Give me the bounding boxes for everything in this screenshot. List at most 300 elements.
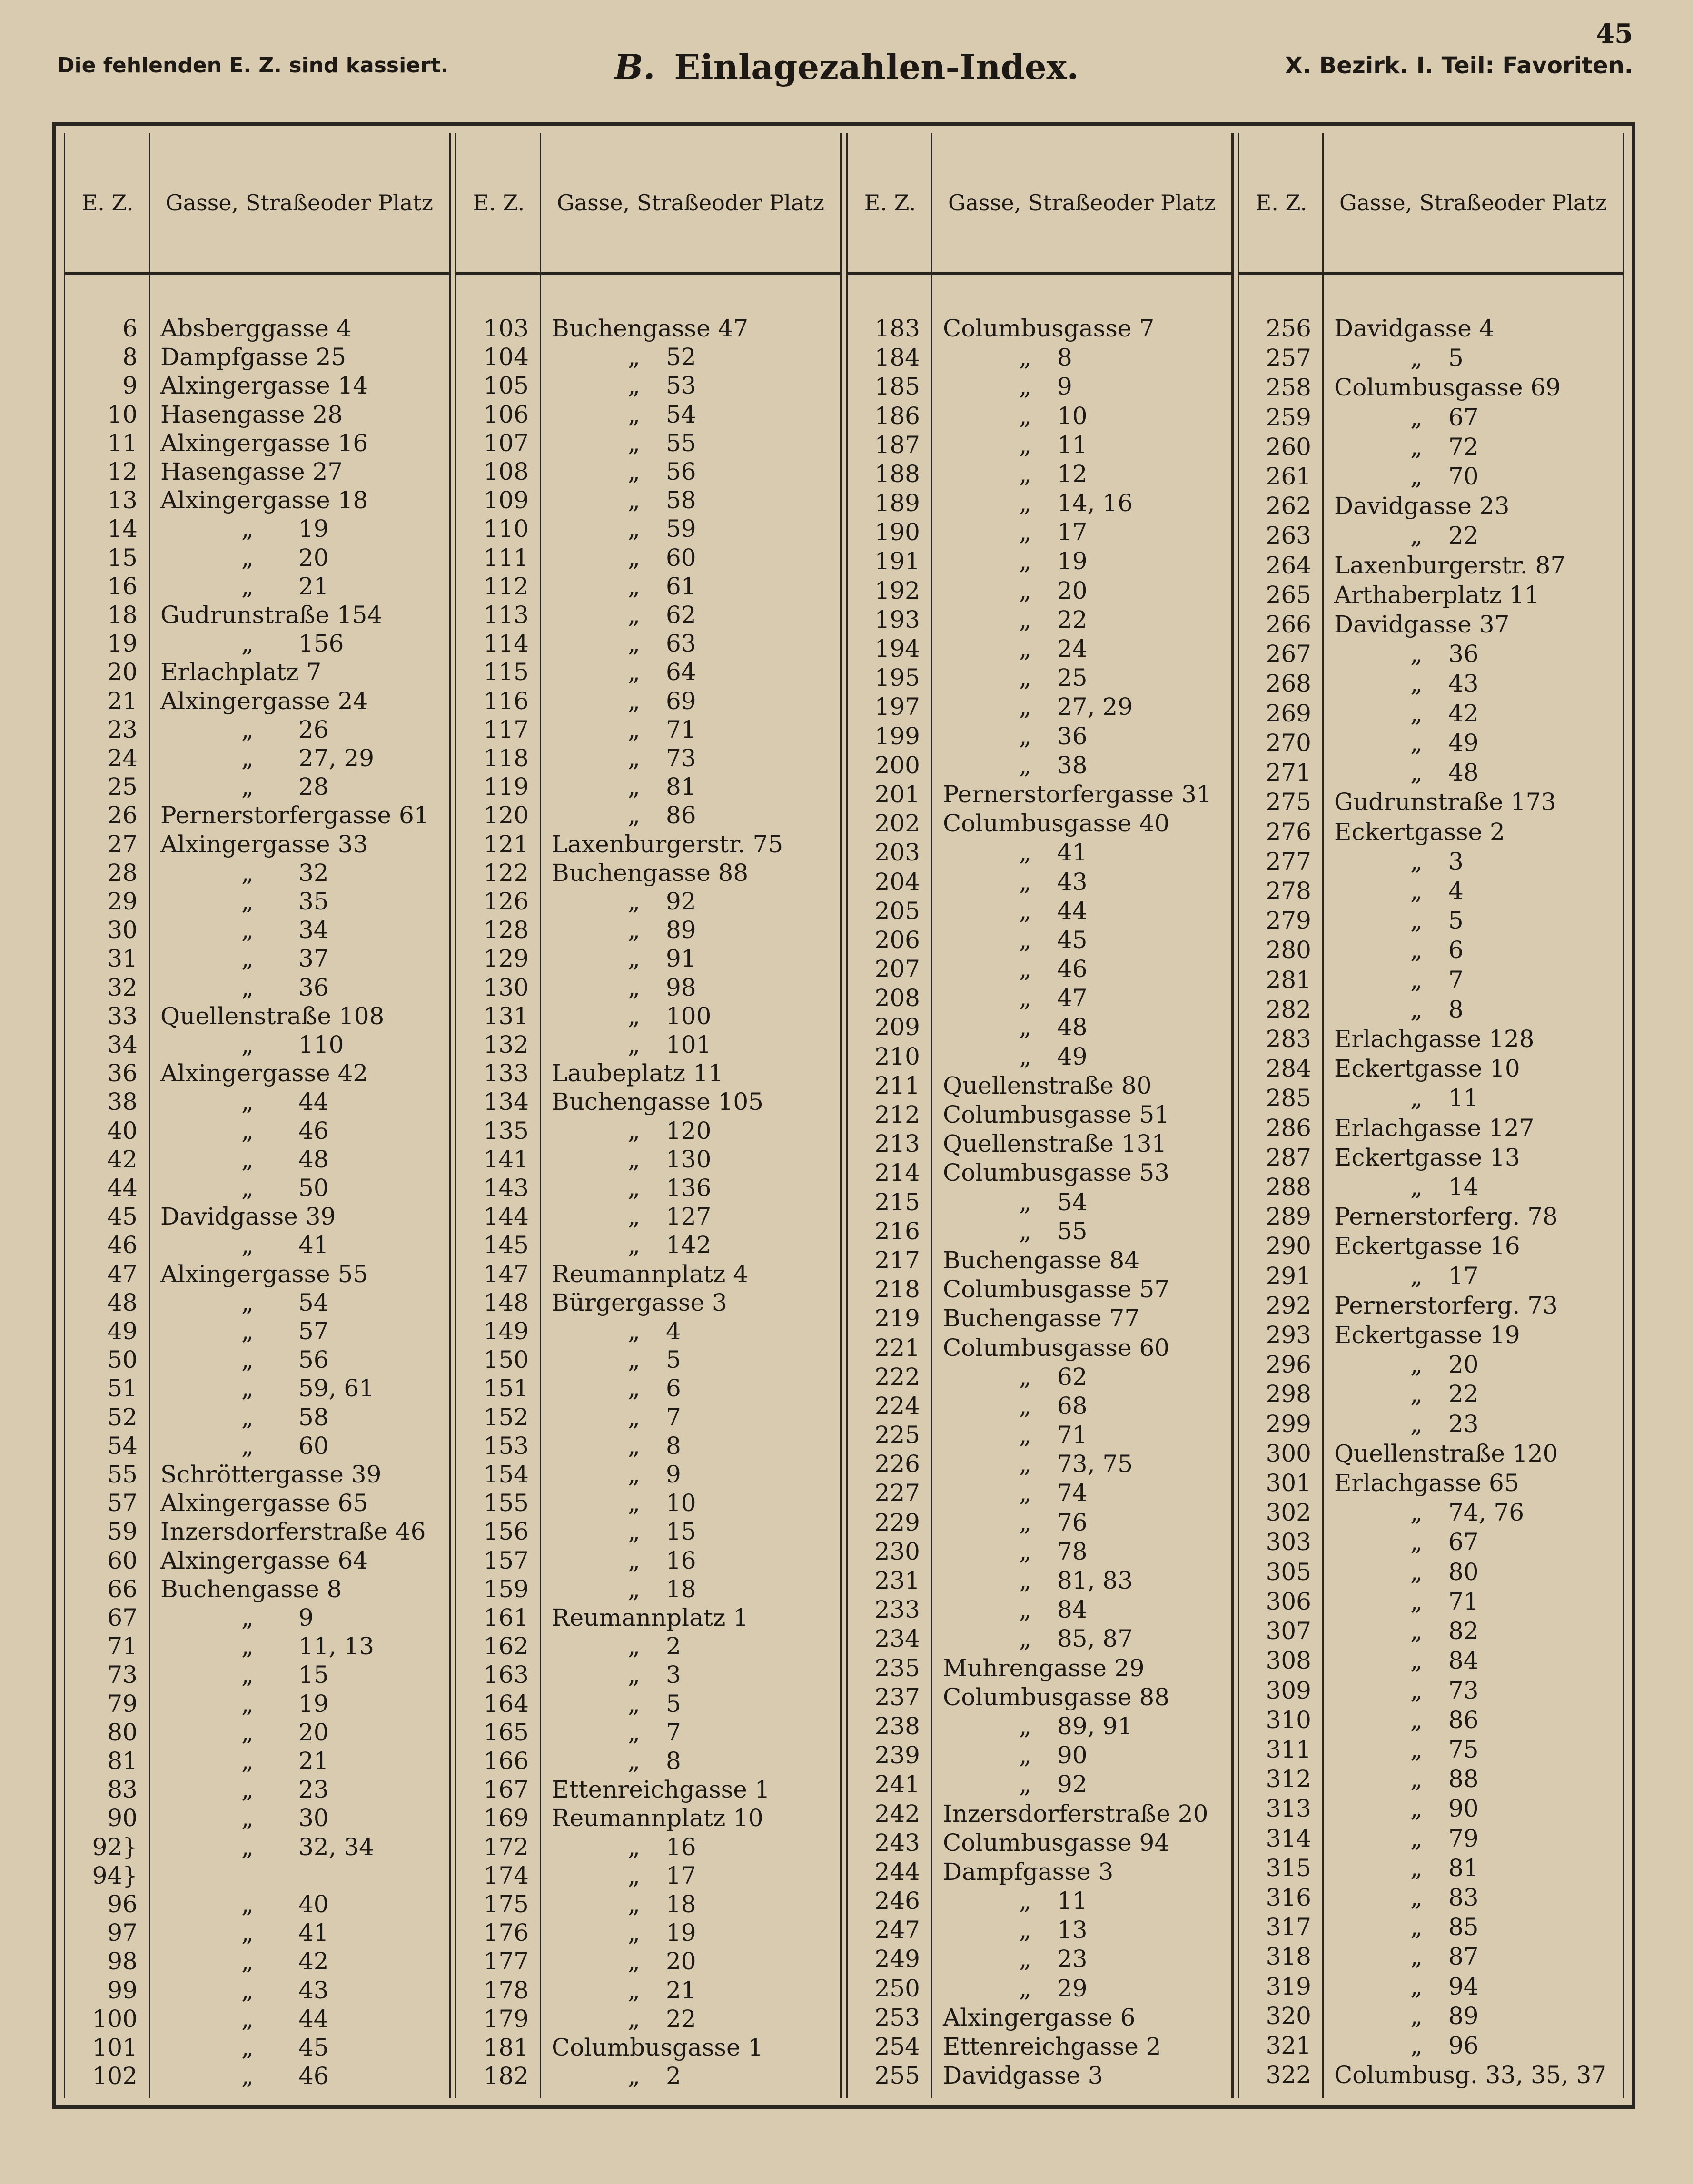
- ez-number: 270: [1266, 729, 1311, 757]
- table-row: [1239, 1380, 1623, 1408]
- ez-number: 308: [1266, 1647, 1311, 1674]
- ez-number: 129: [483, 945, 529, 972]
- street-address: Quellenstraße 120: [1334, 1440, 1558, 1467]
- ez-number: 144: [483, 1203, 529, 1230]
- house-number: 45: [1057, 926, 1088, 954]
- street-address: Columbusgasse 88: [943, 1683, 1170, 1711]
- ez-number: 253: [874, 2004, 920, 2031]
- ditto-mark: „: [1019, 577, 1031, 604]
- ditto-mark: „: [241, 1661, 254, 1689]
- house-number: 57: [298, 1317, 329, 1345]
- table-row: [456, 1632, 840, 1660]
- ez-number: 110: [483, 515, 529, 543]
- ditto-mark: „: [1019, 606, 1031, 633]
- table-row: [1239, 877, 1623, 905]
- house-number: 20: [1448, 1351, 1479, 1378]
- street-address: Columbusg. 33, 35, 37: [1334, 2061, 1607, 2089]
- table-row: [848, 1887, 1231, 1915]
- ditto-mark: „: [1019, 664, 1031, 692]
- ez-number: 184: [874, 344, 920, 371]
- table-row: [848, 1188, 1231, 1216]
- table-row: [848, 1392, 1231, 1420]
- house-number: 84: [1448, 1647, 1479, 1674]
- table-row: [456, 744, 840, 772]
- house-number: 87: [1448, 1943, 1479, 1970]
- house-number: 9: [1057, 373, 1072, 400]
- house-number: 3: [1448, 848, 1464, 875]
- ditto-mark: „: [1019, 518, 1031, 546]
- ditto-mark: „: [1410, 1499, 1423, 1526]
- table-row: [1239, 1262, 1623, 1290]
- ez-number: 67: [107, 1604, 138, 1631]
- table-row: [65, 629, 449, 658]
- house-number: 62: [666, 601, 696, 629]
- ditto-mark: „: [1410, 670, 1423, 697]
- house-number: 29: [1057, 1975, 1088, 2002]
- table-row: [456, 1288, 840, 1317]
- street-address: Buchengasse 47: [552, 315, 749, 342]
- house-number: 92: [666, 888, 696, 915]
- ditto-mark: „: [1019, 1013, 1031, 1041]
- ez-number: 14: [107, 515, 138, 543]
- ditto-mark: „: [241, 859, 254, 887]
- house-number: 54: [298, 1289, 329, 1316]
- house-number: 35: [298, 888, 329, 915]
- ditto-mark: „: [241, 773, 254, 800]
- house-number: 43: [1057, 868, 1088, 896]
- house-number: 44: [1057, 897, 1088, 925]
- ditto-mark: „: [628, 916, 640, 944]
- ez-number: 117: [483, 716, 529, 743]
- table-row: [1239, 344, 1623, 372]
- ez-number: 224: [874, 1392, 920, 1420]
- house-number: 16: [666, 1833, 696, 1861]
- ez-number: 25: [107, 773, 138, 800]
- table-row: [1239, 640, 1623, 668]
- column-separator: [1231, 133, 1239, 2098]
- ez-number: 199: [874, 722, 920, 750]
- table-row: [65, 1833, 449, 1861]
- table-row: [456, 486, 840, 514]
- ez-number: 149: [483, 1317, 529, 1345]
- street-address: Reumannplatz 10: [552, 1804, 763, 1832]
- ez-number: 71: [107, 1632, 138, 1660]
- table-row: [65, 1890, 449, 1918]
- ez-number: 135: [483, 1117, 529, 1145]
- table-row: [456, 830, 840, 859]
- table-row: [1239, 1794, 1623, 1823]
- house-number: 11, 13: [298, 1632, 375, 1660]
- ez-number: 97: [107, 1919, 138, 1947]
- ditto-mark: „: [628, 2005, 640, 2033]
- ez-number: 92}: [92, 1833, 138, 1861]
- house-number: 53: [666, 372, 696, 399]
- table-row: [848, 780, 1231, 809]
- table-row: [848, 1275, 1231, 1304]
- house-number: 73: [666, 744, 696, 772]
- house-number: 142: [666, 1231, 712, 1259]
- table-row: [65, 1403, 449, 1432]
- ditto-mark: „: [1019, 344, 1031, 371]
- table-row: [848, 2003, 1231, 2032]
- table-row: [456, 601, 840, 629]
- ditto-mark: „: [1410, 1528, 1423, 1556]
- ez-number: 213: [874, 1130, 920, 1157]
- ez-number: 162: [483, 1632, 529, 1660]
- table-row: [848, 1334, 1231, 1362]
- ditto-mark: „: [628, 1833, 640, 1861]
- street-address: Quellenstraße 80: [943, 1072, 1152, 1099]
- house-number: 20: [666, 1947, 696, 1975]
- ez-number: 285: [1266, 1084, 1311, 1112]
- street-address: Quellenstraße 131: [943, 1130, 1167, 1157]
- ez-number: 16: [107, 573, 138, 600]
- ez-number: 229: [874, 1509, 920, 1536]
- gasse-header-line-2: oder Platz: [1103, 190, 1216, 216]
- ditto-mark: „: [1019, 955, 1031, 983]
- title-text: Einlagezahlen-Index.: [674, 47, 1079, 87]
- street-address: Eckertgasse 19: [1334, 1321, 1520, 1349]
- ez-number: 27: [107, 830, 138, 858]
- ez-number: 96: [107, 1890, 138, 1918]
- house-number: 58: [298, 1403, 329, 1431]
- table-row: [1239, 1114, 1623, 1142]
- house-number: 101: [666, 1031, 712, 1058]
- house-number: 14, 16: [1057, 489, 1133, 517]
- ez-number: 98: [107, 1947, 138, 1975]
- ez-number: 13: [107, 486, 138, 514]
- street-address: Alxingergasse 64: [160, 1547, 368, 1574]
- ez-number: 105: [483, 372, 529, 399]
- ditto-mark: „: [241, 1117, 254, 1145]
- street-address: Ettenreichgasse 1: [552, 1776, 770, 1803]
- ditto-mark: „: [241, 1976, 254, 2004]
- table-row: [848, 1858, 1231, 1886]
- ez-number: 215: [874, 1188, 920, 1216]
- ez-number: 244: [874, 1858, 920, 1886]
- ez-number: 191: [874, 547, 920, 575]
- table-row: [1239, 1410, 1623, 1438]
- ez-number: 79: [107, 1690, 138, 1718]
- ez-number: 260: [1266, 433, 1311, 461]
- ez-header: E. Z.: [1255, 190, 1307, 216]
- table-row: [1239, 847, 1623, 876]
- ditto-mark: „: [1410, 996, 1423, 1023]
- table-row: [456, 887, 840, 916]
- ez-number: 154: [483, 1461, 529, 1488]
- table-row: [456, 1432, 840, 1460]
- ez-number: 179: [483, 2005, 529, 2033]
- ditto-mark: „: [1410, 2032, 1423, 2059]
- house-number: 28: [298, 773, 329, 800]
- table-column-1: [65, 133, 449, 2098]
- ez-number: 192: [874, 577, 920, 604]
- ditto-mark: „: [241, 630, 254, 657]
- ditto-mark: „: [241, 1747, 254, 1775]
- ditto-mark: „: [241, 1231, 254, 1259]
- ez-number: 113: [483, 601, 529, 629]
- ez-number: 313: [1266, 1795, 1311, 1822]
- ez-number: 188: [874, 460, 920, 488]
- house-number: 62: [1057, 1363, 1088, 1391]
- ditto-mark: „: [241, 1947, 254, 1975]
- table-row: [848, 1129, 1231, 1158]
- house-number: 41: [298, 1919, 329, 1947]
- table-row: [65, 1489, 449, 1517]
- house-number: 9: [666, 1461, 681, 1488]
- ez-number: 222: [874, 1363, 920, 1391]
- table-row: [65, 1432, 449, 1460]
- street-address: Laxenburgerstr. 87: [1334, 552, 1566, 579]
- ez-number: 301: [1266, 1469, 1311, 1497]
- ditto-mark: „: [628, 1461, 640, 1488]
- ditto-mark: „: [241, 1174, 254, 1202]
- ditto-mark: „: [241, 1088, 254, 1116]
- ez-number: 217: [874, 1246, 920, 1274]
- house-number: 127: [666, 1203, 712, 1230]
- ditto-mark: „: [628, 744, 640, 772]
- table-row: [848, 1158, 1231, 1187]
- ez-number: 172: [483, 1833, 529, 1861]
- street-address: Alxingergasse 16: [160, 429, 368, 457]
- ditto-mark: „: [628, 716, 640, 743]
- ditto-mark: „: [1019, 402, 1031, 430]
- ditto-mark: „: [1410, 1765, 1423, 1793]
- ez-number: 322: [1266, 2061, 1311, 2089]
- house-number: 17: [1448, 1262, 1479, 1290]
- table-row: [848, 663, 1231, 692]
- ditto-mark: „: [241, 1604, 254, 1631]
- house-number: 60: [298, 1432, 329, 1460]
- ez-number: 73: [107, 1661, 138, 1689]
- table-row: [1239, 551, 1623, 580]
- ditto-mark: „: [1410, 1380, 1423, 1408]
- ditto-mark: „: [241, 1919, 254, 1947]
- ez-number: 45: [107, 1203, 138, 1230]
- table-row: [1239, 1646, 1623, 1675]
- ditto-mark: „: [1410, 877, 1423, 905]
- house-number: 8: [1448, 996, 1464, 1023]
- ditto-mark: „: [241, 2034, 254, 2061]
- ditto-mark: „: [628, 1719, 640, 1746]
- table-row: [1239, 1676, 1623, 1705]
- table-row: [456, 1947, 840, 1976]
- ditto-mark: „: [1410, 433, 1423, 461]
- ez-number: 177: [483, 1947, 529, 1975]
- house-number: 56: [298, 1346, 329, 1374]
- table-row: [848, 1246, 1231, 1275]
- table-row: [1239, 936, 1623, 964]
- ez-number: 261: [1266, 463, 1311, 490]
- ditto-mark: „: [1019, 839, 1031, 866]
- table-row: [456, 371, 840, 400]
- house-number: 49: [1057, 1043, 1088, 1070]
- house-number: 85: [1448, 1913, 1479, 1941]
- house-number: 55: [666, 429, 696, 457]
- ez-number: 153: [483, 1432, 529, 1460]
- house-number: 73: [1448, 1677, 1479, 1704]
- table-row: [456, 1030, 840, 1059]
- house-number: 47: [1057, 984, 1088, 1012]
- ez-number: 290: [1266, 1232, 1311, 1260]
- ditto-mark: „: [628, 1518, 640, 1545]
- ditto-mark: „: [241, 2005, 254, 2033]
- table-row: [65, 1087, 449, 1116]
- house-number: 9: [298, 1604, 314, 1631]
- street-address: Davidgasse 3: [943, 2062, 1103, 2089]
- table-row: [1239, 610, 1623, 639]
- ditto-mark: „: [241, 1374, 254, 1402]
- table-row: [1239, 1854, 1623, 1882]
- house-number: 88: [1448, 1765, 1479, 1793]
- street-address: Columbusgasse 57: [943, 1275, 1170, 1303]
- table-row: [1239, 314, 1623, 343]
- ditto-mark: „: [1410, 1973, 1423, 2000]
- table-row: [1239, 433, 1623, 461]
- street-address: Inzersdorferstraße 46: [160, 1518, 426, 1545]
- house-number: 81, 83: [1057, 1567, 1133, 1594]
- table-row: [456, 715, 840, 744]
- gasse-header: [1324, 133, 1623, 272]
- ditto-mark: „: [1019, 1479, 1031, 1507]
- table-row: [848, 460, 1231, 488]
- ditto-mark: „: [241, 945, 254, 972]
- table-row: [456, 629, 840, 658]
- house-number: 21: [298, 1747, 329, 1775]
- table-row: [65, 1345, 449, 1374]
- ez-number: 316: [1266, 1884, 1311, 1911]
- ez-number: 46: [107, 1231, 138, 1259]
- house-number: 44: [298, 1088, 329, 1116]
- ditto-mark: „: [628, 372, 640, 399]
- table-row: [65, 1517, 449, 1546]
- table-row: [1239, 758, 1623, 787]
- ditto-mark: „: [1019, 751, 1031, 779]
- table-row: [65, 343, 449, 371]
- ez-number: 122: [483, 859, 529, 887]
- ez-number: 57: [107, 1489, 138, 1517]
- house-number: 71: [1057, 1421, 1088, 1449]
- ditto-mark: „: [1410, 936, 1423, 964]
- house-number: 11: [1057, 431, 1088, 459]
- table-row: [456, 1117, 840, 1145]
- table-row: [456, 973, 840, 1002]
- table-row: [848, 1363, 1231, 1391]
- ez-number: 29: [107, 888, 138, 915]
- ditto-mark: „: [1410, 1795, 1423, 1822]
- table-row: [1239, 1173, 1623, 1201]
- table-row: [65, 1231, 449, 1259]
- ez-number: 208: [874, 984, 920, 1012]
- table-row: [848, 1595, 1231, 1624]
- ditto-mark: „: [241, 1146, 254, 1173]
- house-number: 17: [666, 1862, 696, 1889]
- table-row: [848, 692, 1231, 721]
- house-number: 21: [298, 573, 329, 600]
- table-row: [848, 518, 1231, 546]
- ditto-mark: „: [1019, 926, 1031, 954]
- table-row: [456, 1718, 840, 1747]
- house-number: 42: [1448, 700, 1479, 727]
- ez-number: 31: [107, 945, 138, 972]
- index-table-inner: [64, 133, 1624, 2098]
- ditto-mark: „: [1019, 1538, 1031, 1565]
- ez-number: 292: [1266, 1292, 1311, 1319]
- street-address: Buchengasse 88: [552, 859, 749, 887]
- ez-number: 194: [874, 635, 920, 662]
- table-row: [456, 1517, 840, 1546]
- house-number: 156: [298, 630, 344, 657]
- ditto-mark: „: [1410, 1677, 1423, 1704]
- ez-number: 54: [107, 1432, 138, 1460]
- house-number: 17: [1057, 518, 1088, 546]
- table-row: [1239, 1824, 1623, 1853]
- house-number: 23: [1057, 1945, 1088, 1973]
- street-address: Davidgasse 4: [1334, 315, 1495, 342]
- ditto-mark: „: [628, 1117, 640, 1145]
- street-address: Eckertgasse 16: [1334, 1232, 1520, 1260]
- house-number: 136: [666, 1174, 712, 1202]
- house-number: 38: [1057, 751, 1088, 779]
- ez-number: 202: [874, 810, 920, 837]
- house-number: 84: [1057, 1596, 1088, 1623]
- table-row: [848, 1974, 1231, 2003]
- ez-number: 288: [1266, 1173, 1311, 1201]
- table-row: [65, 1145, 449, 1174]
- table-row: [848, 897, 1231, 925]
- table-row: [456, 1345, 840, 1374]
- ditto-mark: „: [1410, 522, 1423, 549]
- ditto-mark: „: [1019, 897, 1031, 925]
- table-row: [456, 1489, 840, 1517]
- ditto-mark: „: [628, 630, 640, 657]
- table-row: [65, 830, 449, 859]
- house-number: 5: [666, 1690, 681, 1718]
- ditto-mark: „: [241, 573, 254, 600]
- ditto-mark: „: [628, 1947, 640, 1975]
- gasse-header-line-1: Gasse, Straße: [1339, 190, 1495, 216]
- ditto-mark: „: [1019, 1421, 1031, 1449]
- ez-number: 237: [874, 1683, 920, 1711]
- house-number: 37: [298, 945, 329, 972]
- table-row: [65, 1030, 449, 1059]
- ditto-mark: „: [628, 1317, 640, 1345]
- ditto-mark: „: [628, 974, 640, 1001]
- house-number: 89: [666, 916, 696, 944]
- ditto-mark: „: [1410, 344, 1423, 372]
- gasse-header-line-1: Gasse, Straße: [165, 190, 321, 216]
- table-row: [456, 1603, 840, 1632]
- ez-number: 115: [483, 658, 529, 686]
- ez-number: 320: [1266, 2002, 1311, 2030]
- table-row: [1239, 492, 1623, 520]
- house-number: 69: [666, 687, 696, 715]
- ez-number: 200: [874, 751, 920, 779]
- house-number: 27, 29: [1057, 693, 1133, 721]
- street-address: Columbusgasse 69: [1334, 374, 1561, 401]
- ez-number: 102: [92, 2062, 138, 2090]
- table-row: [456, 1804, 840, 1832]
- street-address: Reumannplatz 1: [552, 1604, 749, 1631]
- ditto-mark: „: [1410, 1913, 1423, 1941]
- ez-number: 195: [874, 664, 920, 692]
- table-row: [848, 372, 1231, 401]
- ez-number: 189: [874, 489, 920, 517]
- ditto-mark: „: [241, 515, 254, 543]
- table-row: [456, 801, 840, 830]
- ez-number: 159: [483, 1575, 529, 1603]
- ez-number: 109: [483, 486, 529, 514]
